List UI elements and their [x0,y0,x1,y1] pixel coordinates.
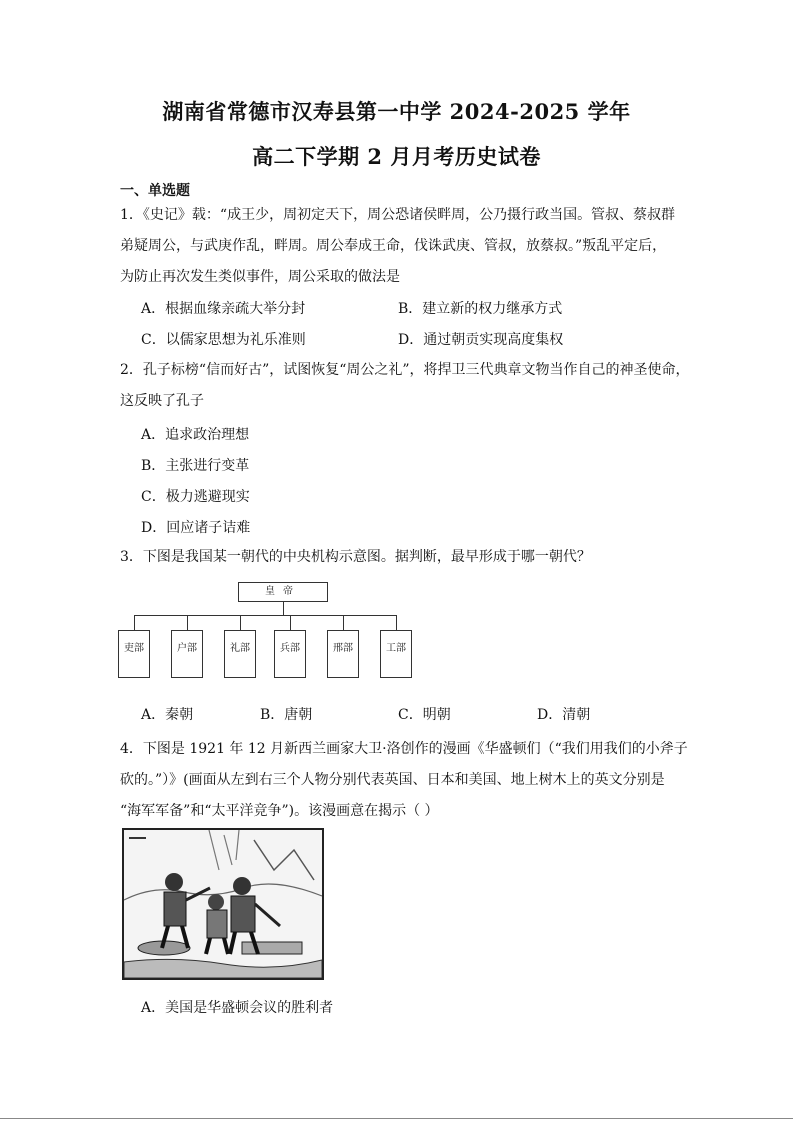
question-3-option-c[interactable]: C．明朝 [398,707,451,723]
question-2-line: 这反映了孔子 [120,393,204,409]
question-3-option-d[interactable]: D．清朝 [537,707,591,723]
department-box [327,630,359,678]
section-heading: 一、单选题 [120,183,190,199]
connector-line [187,615,188,630]
department-label: 户部 [177,643,197,654]
department-label: 工部 [386,643,406,654]
emperor-box: 皇帝 [238,582,328,602]
question-3-option-b[interactable]: B．唐朝 [260,707,313,723]
question-1-line: 为防止再次发生类似事件，周公采取的做法是 [120,269,400,285]
cartoon-image [122,828,324,980]
question-2-option-b[interactable]: B．主张进行变革 [141,458,250,474]
cartoon-illustration [124,830,322,978]
department-label: 吏部 [124,643,144,654]
question-4-line: 砍的。”）》(画面从左到右三个人物分别代表英国、日本和美国、地上树木上的英文分别是 [120,772,665,788]
exam-title-line-2: 高二下学期 2 月月考历史试卷 [252,144,541,169]
question-2-stem [120,355,690,417]
question-2-option-a[interactable]: A．追求政治理想 [141,427,250,443]
question-1-option-b[interactable]: B．建立新的权力继承方式 [398,301,563,317]
department-label: 礼部 [230,643,250,654]
department-box [118,630,150,678]
question-4-line: 4．下图是 1921 年 12 月新西兰画家大卫·洛创作的漫画《华盛顿们（“我们用我们的小斧子 [120,741,688,757]
connector-line [283,602,284,615]
connector-line [240,615,241,630]
question-4-stem [120,734,688,827]
question-2-option-c[interactable]: C．极力逃避现实 [141,489,250,505]
department-box [380,630,412,678]
central-government-diagram [118,578,418,682]
question-2-line: 2．孔子标榜“信而好古”，试图恢复“周公之礼”，将捍卫三代典章文物当作自己的神圣使命， [120,362,690,378]
connector-line [396,615,397,630]
exam-title-line-1: 湖南省常德市汉寿县第一中学 2024-2025 学年 [162,99,631,124]
question-1-option-c[interactable]: C．以儒家思想为礼乐准则 [141,332,306,348]
department-box [171,630,203,678]
question-1-option-a[interactable]: A．根据血缘亲疏大举分封 [141,301,306,317]
question-1-option-d[interactable]: D．通过朝贡实现高度集权 [398,332,564,348]
question-4-line: “海军军备”和“太平洋竞争”)。该漫画意在揭示（ ） [120,803,439,819]
connector-line [134,615,396,616]
page-bottom-rule [0,1118,793,1119]
question-3-option-a[interactable]: A．秦朝 [141,707,194,723]
connector-line [290,615,291,630]
department-box [224,630,256,678]
question-1-stem [120,200,680,293]
question-1-line: 1．《史记》载：“成王少，周初定天下，周公恐诸侯畔周，公乃摄行政当国。管叔、蔡叔群 [120,207,676,223]
connector-line [343,615,344,630]
question-3-stem [120,542,680,573]
department-label: 兵部 [280,643,300,654]
connector-line [134,615,135,630]
question-2-option-d[interactable]: D．回应诸子诘难 [141,520,251,536]
question-3-line: 3．下图是我国某一朝代的中央机构示意图。据判断，最早形成于哪一朝代？ [120,549,591,565]
department-box [274,630,306,678]
department-label: 邢部 [333,643,353,654]
question-4-option-a[interactable]: A．美国是华盛顿会议的胜利者 [141,1000,334,1016]
question-1-line: 弟疑周公，与武庚作乱，畔周。周公奉成王命，伐诛武庚、管叔，放蔡叔。”叛乱平定后， [120,238,667,254]
